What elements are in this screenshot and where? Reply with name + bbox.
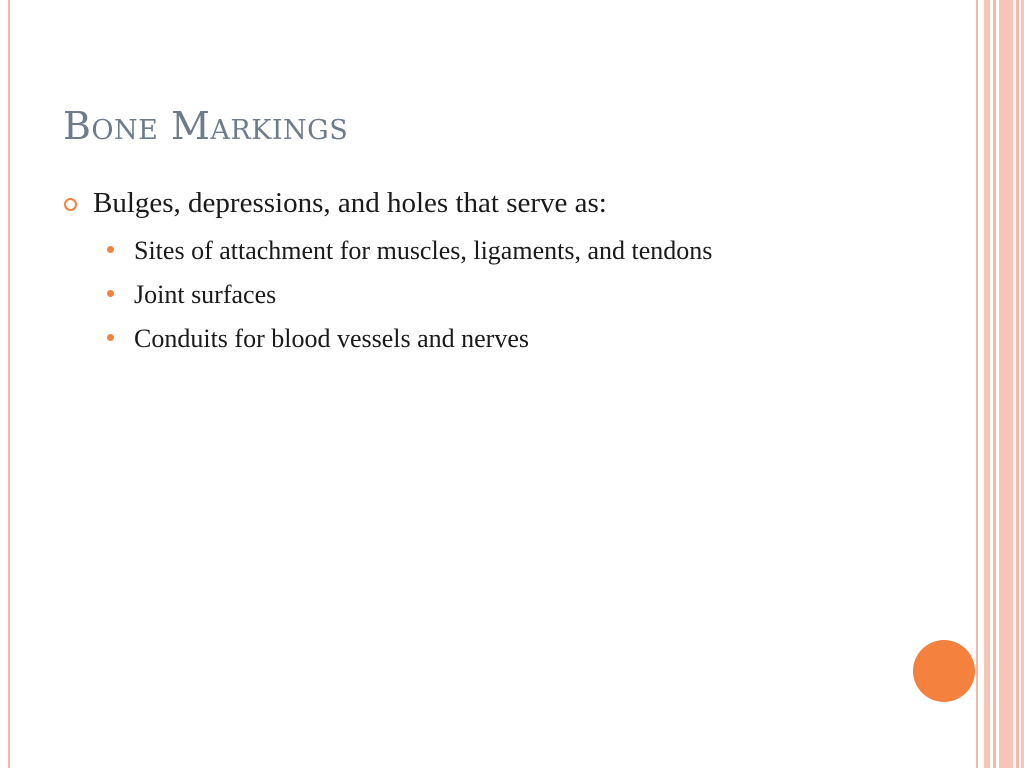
bullet-item [64,186,824,221]
right-stripe [999,0,1013,768]
sub-bullet-text: Conduits for blood vessels and nerves [134,323,530,353]
decorative-circle [913,640,975,702]
bullet-list [64,186,824,364]
dot-bullet-icon [107,334,114,341]
sub-bullet-item [107,277,824,313]
slide-title: Bone Markings [63,104,349,148]
sub-bullet-item [107,321,824,357]
sub-bullet-text: Sites of attachment for muscles, ligaments, and tendons [134,235,713,265]
dot-bullet-icon [107,290,114,297]
dot-bullet-icon [107,246,114,253]
right-stripe [976,0,978,768]
right-stripe [993,0,996,768]
bullet-text: Bulges, depressions, and holes that serve as: [93,187,607,219]
sub-bullet-item [107,233,824,269]
left-border-line [8,0,10,768]
right-stripe [1016,0,1019,768]
right-stripe [984,0,990,768]
ring-bullet-icon [64,198,77,211]
sub-bullet-text: Joint surfaces [134,279,277,309]
